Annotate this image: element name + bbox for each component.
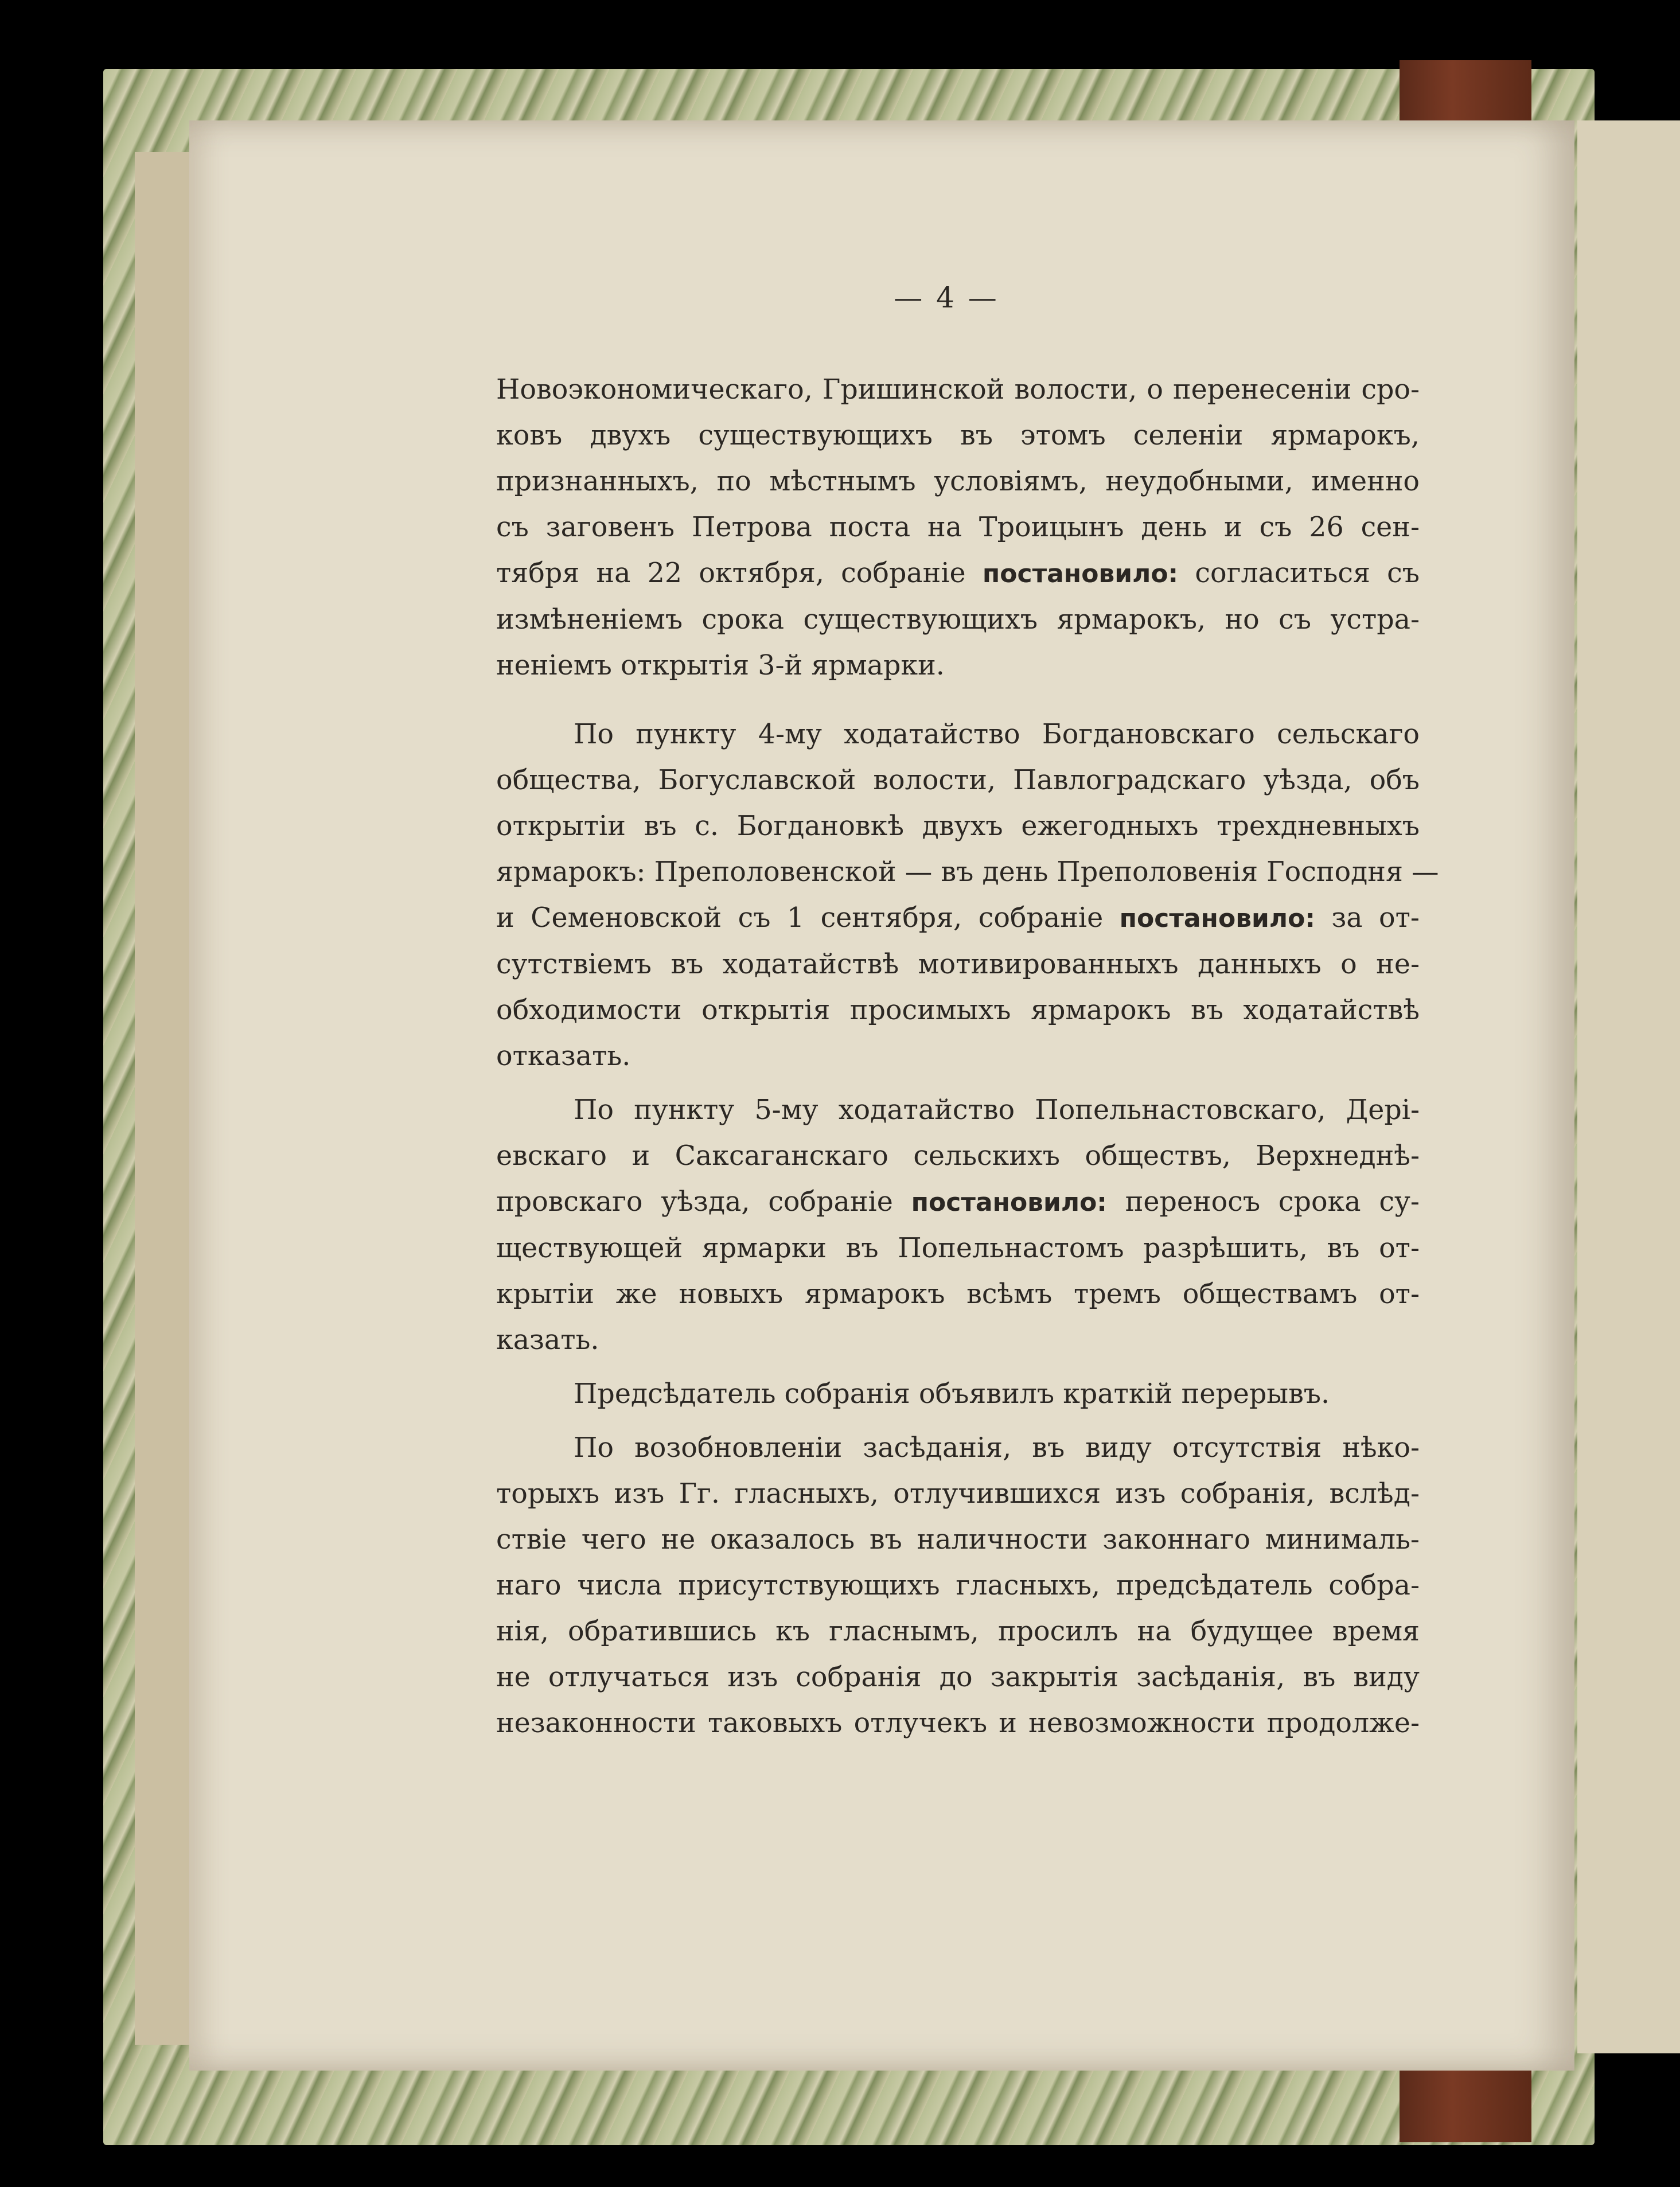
paragraph-1 — [496, 367, 1420, 689]
text-fragment: согласиться съ — [1178, 558, 1420, 589]
text-line: ществующей ярмарки въ Попельнастомъ разрѣшить, въ от- — [496, 1233, 1420, 1264]
paragraph-2 — [496, 712, 1439, 1079]
text-line: По пункту 5-му ходатайство Попельнастовскаго, Дерi- — [574, 1094, 1420, 1126]
text-line: наго числа присутствующихъ гласныхъ, предсѣдатель собра- — [496, 1570, 1420, 1601]
text-fragment: провскаго уѣзда, собранiе — [496, 1186, 911, 1218]
text-line: нiя, обратившись къ гласнымъ, просилъ на будущее время — [496, 1616, 1420, 1647]
text-line: открытiи въ с. Богдановкѣ двухъ ежегодныхъ трехдневныхъ — [496, 810, 1420, 842]
text-line: По пункту 4-му ходатайство Богдановскаго сельскаго — [574, 719, 1420, 750]
text-line: торыхъ изъ Гг. гласныхъ, отлучившихся изъ собранiя, вслѣд- — [496, 1478, 1420, 1510]
page-number: — 4 — — [894, 281, 999, 314]
paragraph-4 — [496, 1371, 1420, 1417]
resolution-keyword: постановило: — [911, 1188, 1107, 1217]
text-line: крытiи же новыхъ ярмарокъ всѣмъ тремъ обществамъ от- — [496, 1278, 1420, 1310]
text-line: признанныхъ, по мѣстнымъ условiямъ, неудобными, именно — [496, 466, 1420, 497]
text-line: ненiемъ открытiя 3-й ярмарки. — [496, 650, 945, 681]
text-line: По возобновленiи засѣданiя, въ виду отсутствiя нѣко- — [574, 1432, 1420, 1464]
text-line: обходимости открытiя просимыхъ ярмарокъ въ ходатайствѣ — [496, 995, 1420, 1026]
text-line: ярмарокъ: Преполовенской — въ день Преполовенiя Господня — — [496, 856, 1439, 888]
text-line: Новоэкономическаго, Гришинской волости, о перенесенiи сро- — [496, 374, 1420, 406]
text-line: сутствiемъ въ ходатайствѣ мотивированныхъ данныхъ о не- — [496, 949, 1420, 980]
text-line-with-keyword — [496, 895, 1420, 942]
text-line: не отлучаться изъ собранiя до закрытiя засѣданiя, въ виду — [496, 1662, 1420, 1693]
text-fragment: тября на 22 октября, собранiе — [496, 558, 983, 589]
facing-page-edge — [1577, 120, 1680, 2053]
text-fragment: и Семеновской съ 1 сентября, собранiе — [496, 902, 1120, 934]
text-line: незаконности таковыхъ отлучекъ и невозможности продолже- — [496, 1708, 1420, 1739]
paragraph-5 — [496, 1425, 1420, 1747]
text-line-with-keyword — [496, 1179, 1420, 1226]
text-fragment: переносъ срока су- — [1106, 1186, 1420, 1218]
resolution-keyword: постановило: — [1119, 904, 1315, 933]
text-line: ковъ двухъ существующихъ въ этомъ селенiи ярмарокъ, — [496, 420, 1420, 451]
paragraph-3 — [496, 1087, 1420, 1363]
text-fragment: за от- — [1315, 902, 1420, 934]
resolution-keyword: постановило: — [982, 559, 1179, 588]
text-line: измѣненiемъ срока существующихъ ярмарокъ, но съ устра- — [496, 604, 1420, 636]
text-line: ствiе чего не оказалось въ наличности законнаго минималь- — [496, 1524, 1420, 1556]
page-text — [496, 367, 1439, 1747]
text-line: евскаго и Саксаганскаго сельскихъ обществъ, Верхнеднѣ- — [496, 1140, 1420, 1172]
text-line: Предсѣдатель собранiя объявилъ краткiй перерывъ. — [574, 1378, 1330, 1410]
text-line: отказать. — [496, 1040, 631, 1072]
text-line: общества, Богуславской волости, Павлоградскаго уѣзда, объ — [496, 765, 1420, 796]
text-line: казать. — [496, 1324, 599, 1356]
text-line: съ заговенъ Петрова поста на Троицынъ день и съ 26 сен- — [496, 512, 1420, 543]
text-line-with-keyword — [496, 551, 1420, 597]
